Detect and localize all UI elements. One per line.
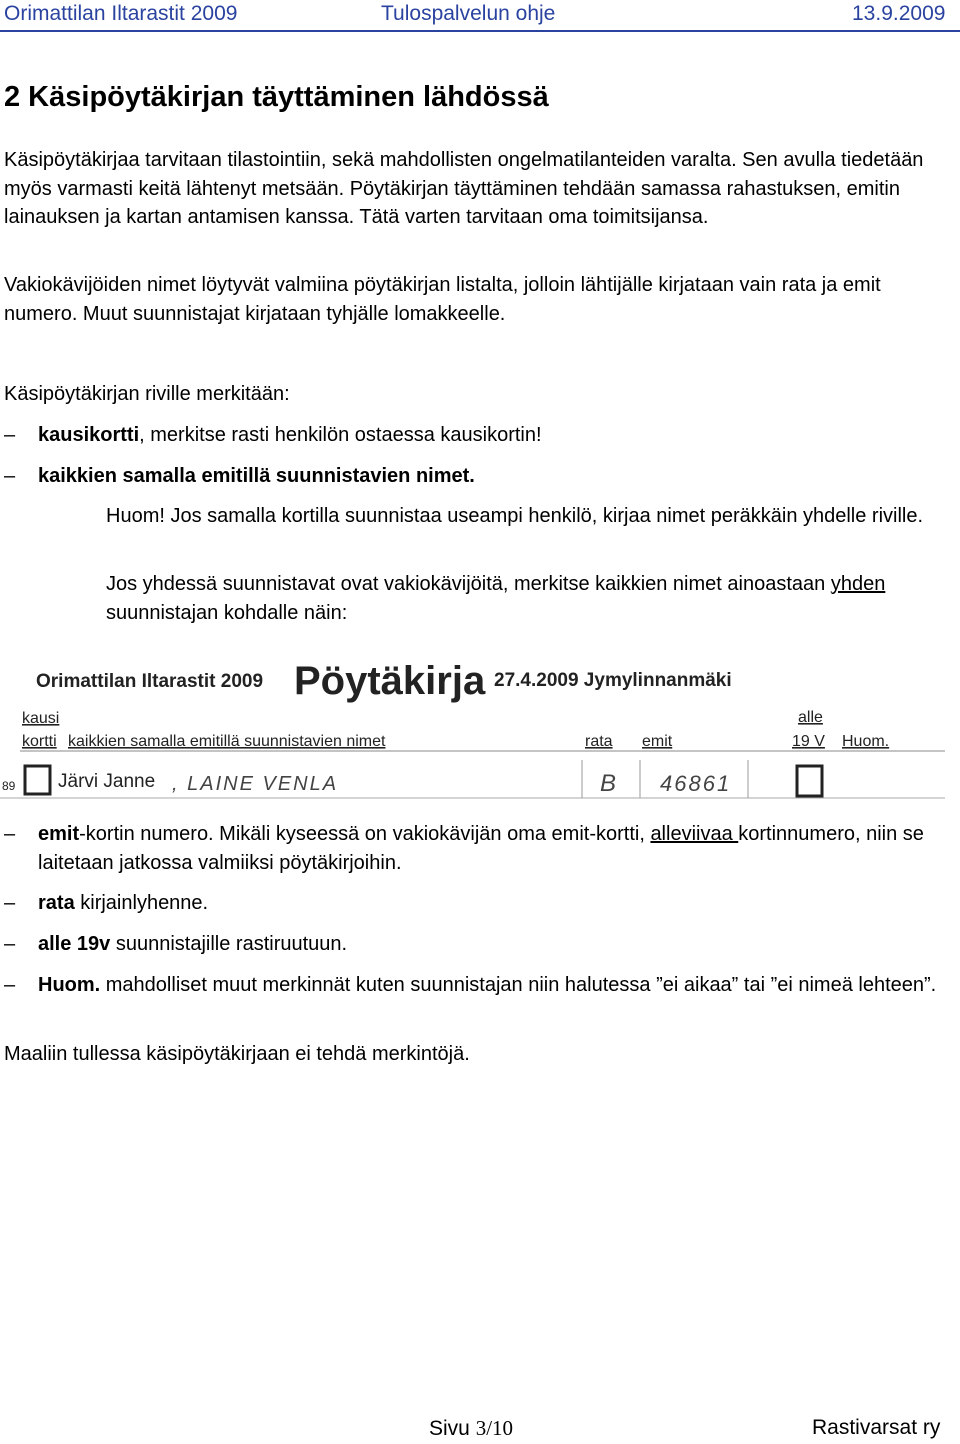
list-dash: – (4, 465, 16, 487)
form-handwritten-rata: B (600, 770, 617, 797)
list-item-text: kirjainlyhenne. (74, 892, 209, 914)
paragraph-list-intro: Käsipöytäkirjan riville merkitään: (4, 383, 290, 405)
note-regulars-together (106, 570, 946, 627)
header-left: Orimattilan Iltarastit 2009 (4, 2, 238, 25)
form-row-number: 89 (2, 779, 16, 793)
page-number (429, 1414, 513, 1443)
form-col-emit: emit (642, 733, 673, 750)
kausikortti-checkbox (25, 766, 50, 794)
footer-sivu: Sivu (429, 1417, 476, 1440)
list-dash: – (4, 823, 16, 845)
list-item-bold: kausikortti (38, 424, 140, 446)
footer-total: 10 (492, 1416, 514, 1440)
list-item-bold: Huom. (38, 974, 101, 996)
form-col-rata: rata (585, 733, 613, 750)
form-col-19v: 19 V (792, 733, 825, 750)
list-dash: – (4, 424, 16, 446)
note-text: Jos yhdessä suunnistavat ovat vakiokävijöitä, merkitse kaikkien nimet ainoastaan (106, 573, 831, 595)
form-col-kausi: kausi (22, 710, 60, 727)
list-item-text: , merkitse rasti henkilön ostaessa kausikortin! (139, 424, 542, 446)
list-item-text: mahdolliset muut merkinnät kuten suunnistajan niin halutessa ”ei aikaa” tai ”ei nimeä lehteen”. (100, 974, 937, 996)
list-item-underlined: alleviivaa (650, 823, 739, 845)
note-multiple-runners: Huom! Jos samalla kortilla suunnistaa useampi henkilö, kirjaa nimet peräkkäin yhdelle riville. (106, 505, 924, 527)
list-item-text: suunnistajille rastiruutuun. (110, 933, 348, 955)
paragraph-regulars: Vakiokävijöiden nimet löytyvät valmiina pöytäkirjan listalta, jolloin lähtijälle kirjataan vain rata ja emit numero. Muut suunnistajat kirjataan tyhjälle lomakkeelle. (4, 274, 881, 325)
form-org: Orimattilan Iltarastit 2009 (36, 671, 264, 692)
list-dash: – (4, 933, 16, 955)
header-rule (0, 30, 960, 32)
alle-19v-checkbox (797, 766, 822, 796)
form-date-place: 27.4.2009 Jymylinnanmäki (494, 670, 732, 691)
form-row-name: Järvi Janne (58, 771, 156, 792)
form-example-image (0, 650, 960, 810)
note-underlined: yhden (830, 573, 886, 595)
list-item-text: kortinnumero, niin se laitetaan jatkossa valmiiksi pöytäkirjoihin. (38, 823, 924, 874)
list-item-bold: emit (38, 823, 80, 845)
form-col-names: kaikkien samalla emitillä suunnistavien nimet (68, 733, 386, 750)
list-item-bold: kaikkien samalla emitillä suunnistavien nimet. (38, 465, 475, 487)
footer-separator: / (486, 1416, 493, 1440)
paragraph-closing: Maaliin tullessa käsipöytäkirjaan ei tehdä merkintöjä. (4, 1043, 470, 1065)
form-col-kortti: kortti (22, 733, 57, 750)
note-text: suunnistajan kohdalle näin: (106, 601, 348, 624)
list-dash: – (4, 892, 16, 914)
header-date: 13.9.2009 (852, 2, 946, 25)
paragraph-intro: Käsipöytäkirjaa tarvitaan tilastointiin, sekä mahdollisten ongelmatilanteiden varalta. Sen avulla tiedetään myös varmasti keitä lähtenyt metsään. Pöytäkirjan täyttäminen tehdään samassa rahastuksen, emitin lainauksen ja kartan antamisen kanssa. Tätä varten tarvitaan oma toimitsijansa. (4, 149, 924, 228)
form-handwritten-name: , LAINE VENLA (172, 773, 339, 795)
form-handwritten-emit: 46861 (660, 771, 732, 796)
form-title: Pöytäkirja (294, 659, 486, 703)
form-col-alle: alle (798, 709, 823, 726)
header-center: Tulospalvelun ohje (381, 2, 556, 25)
list-item-bold: rata (38, 892, 75, 914)
list-item-text: -kortin numero. Mikäli kyseessä on vakiokävijän oma emit-kortti, (79, 823, 651, 845)
footer-page: 3 (475, 1416, 487, 1440)
form-col-huom: Huom. (842, 733, 890, 750)
footer-organization: Rastivarsat ry (812, 1416, 941, 1439)
list-item-bold: alle 19v (38, 933, 111, 955)
section-heading: 2 Käsipöytäkirjan täyttäminen lähdössä (4, 81, 549, 113)
list-dash: – (4, 974, 16, 996)
